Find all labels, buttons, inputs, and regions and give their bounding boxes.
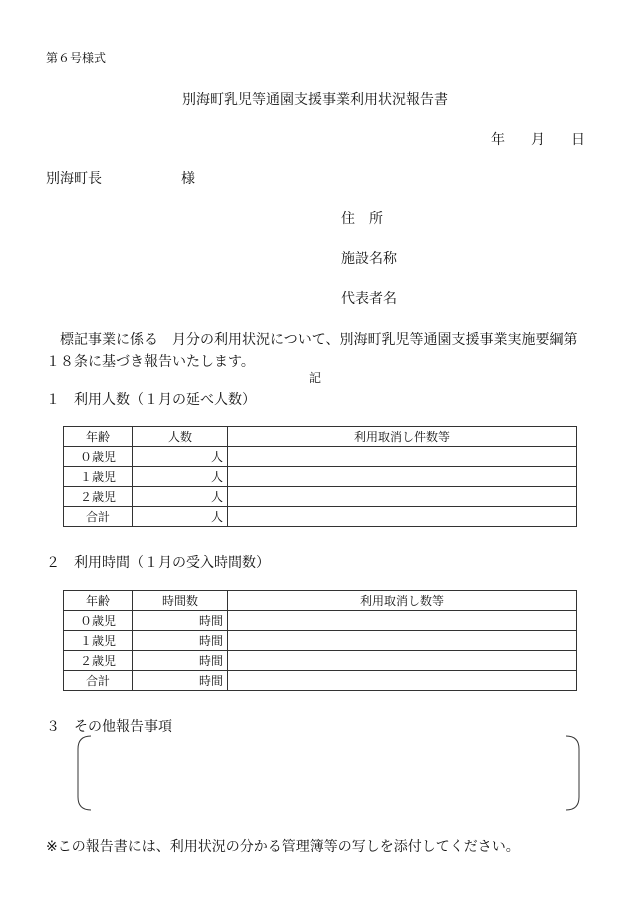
age-cell: １歳児 — [64, 467, 133, 487]
header-cancellations: 利用取消し件数等 — [228, 427, 577, 447]
date-month-label: 月 — [531, 132, 545, 148]
cancellation-cell[interactable] — [228, 671, 577, 691]
section3-heading: ３ その他報告事項 — [46, 719, 172, 735]
cancellation-cell[interactable] — [228, 631, 577, 651]
age-cell: １歳児 — [64, 631, 133, 651]
hours-cell[interactable]: 時間 — [133, 671, 228, 691]
cancellation-cell[interactable] — [228, 467, 577, 487]
address-label: 住 所 — [341, 211, 383, 227]
count-cell[interactable]: 人 — [133, 487, 228, 507]
cancellation-cell[interactable] — [228, 487, 577, 507]
hours-cell[interactable]: 時間 — [133, 611, 228, 631]
usage-hours-table — [63, 590, 577, 691]
date-year-label: 年 — [491, 132, 505, 148]
document-title: 別海町乳児等通園支援事業利用状況報告書 — [182, 92, 448, 108]
section2-heading: ２ 利用時間（１月の受入時間数） — [46, 555, 270, 571]
bracket-frame — [77, 735, 580, 811]
addressee-name: 別海町長 — [46, 171, 102, 187]
count-cell[interactable]: 人 — [133, 467, 228, 487]
header-cancellations: 利用取消し数等 — [228, 591, 577, 611]
header-age: 年齢 — [64, 591, 133, 611]
header-age: 年齢 — [64, 427, 133, 447]
representative-label: 代表者名 — [341, 291, 397, 307]
form-number: 第６号様式 — [46, 51, 107, 65]
table-row — [64, 507, 577, 527]
table-row — [64, 447, 577, 467]
age-cell: ２歳児 — [64, 487, 133, 507]
table-row — [64, 611, 577, 631]
table-row — [64, 631, 577, 651]
age-cell: ０歳児 — [64, 611, 133, 631]
attachment-note: ※この報告書には、利用状況の分かる管理簿等の写しを添付してください。 — [46, 839, 520, 855]
age-cell: ０歳児 — [64, 447, 133, 467]
cancellation-cell[interactable] — [228, 507, 577, 527]
table-header-row — [64, 591, 577, 611]
facility-name-label: 施設名称 — [341, 251, 397, 267]
section1-heading: １ 利用人数（１月の延べ人数） — [46, 392, 256, 408]
ki-marker: 記 — [308, 371, 321, 385]
age-cell: 合計 — [64, 671, 133, 691]
header-hours: 時間数 — [133, 591, 228, 611]
cancellation-cell[interactable] — [228, 611, 577, 631]
other-matters-field[interactable] — [77, 735, 580, 811]
header-count: 人数 — [133, 427, 228, 447]
cancellation-cell[interactable] — [228, 447, 577, 467]
table-row — [64, 467, 577, 487]
hours-cell[interactable]: 時間 — [133, 651, 228, 671]
age-cell: 合計 — [64, 507, 133, 527]
table-row — [64, 487, 577, 507]
body-text: 標記事業に係る 月分の利用状況について、別海町乳児等通園支援事業実施要綱第１８条に基づき報告いたします。 — [46, 332, 578, 370]
body-paragraph — [46, 329, 591, 373]
table-header-row — [64, 427, 577, 447]
addressee-honorific: 様 — [181, 171, 195, 187]
usage-count-table — [63, 426, 577, 527]
count-cell[interactable]: 人 — [133, 447, 228, 467]
date-day-label: 日 — [571, 132, 585, 148]
hours-cell[interactable]: 時間 — [133, 631, 228, 651]
age-cell: ２歳児 — [64, 651, 133, 671]
cancellation-cell[interactable] — [228, 651, 577, 671]
table-row — [64, 671, 577, 691]
count-cell[interactable]: 人 — [133, 507, 228, 527]
table-row — [64, 651, 577, 671]
